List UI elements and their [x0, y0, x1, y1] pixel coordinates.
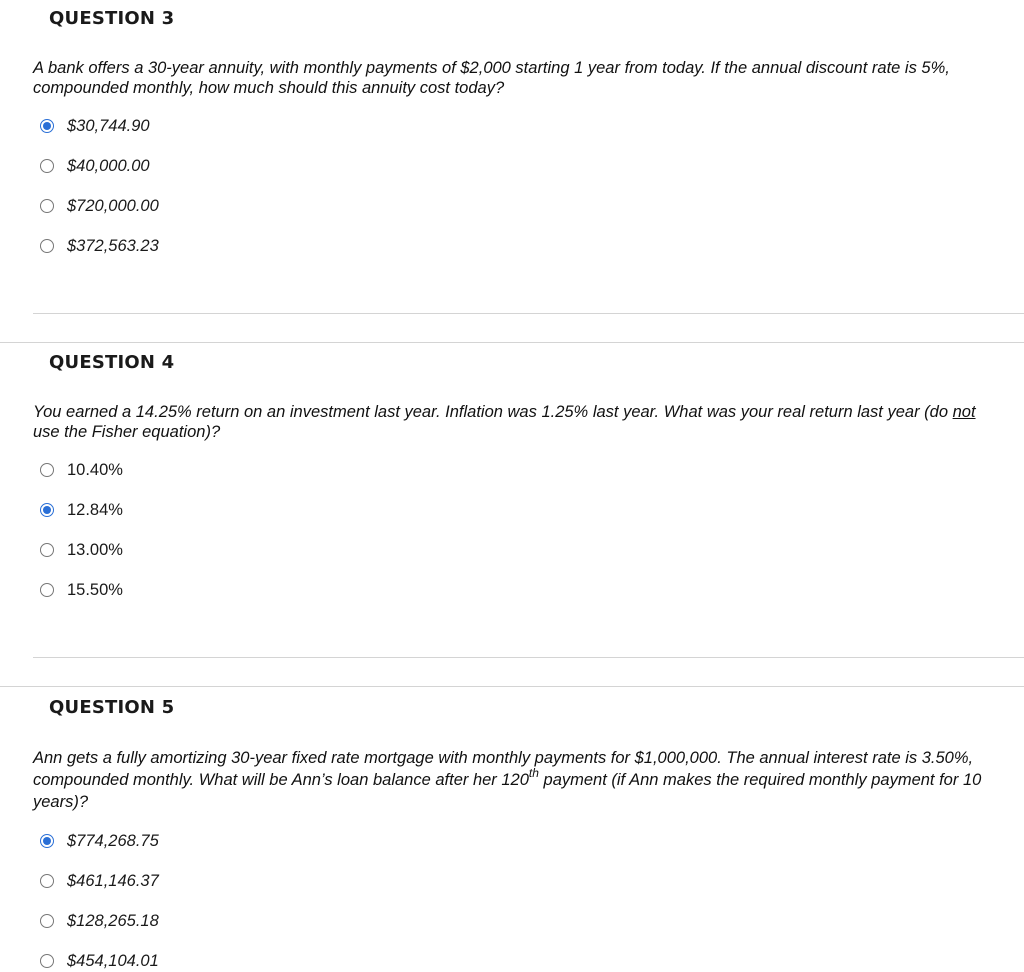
- answer-option[interactable]: [40, 155, 150, 177]
- question-text: [33, 402, 993, 442]
- radio-button[interactable]: [40, 159, 54, 173]
- answer-option[interactable]: [40, 459, 123, 481]
- question-text-part: You earned a 14.25% return on an investment last year. Inflation was 1.25% last year. What was your real return last year (do: [33, 403, 953, 421]
- answer-option[interactable]: [40, 579, 123, 601]
- question-text-part: A bank offers a 30-year annuity, with monthly payments of $2,000 starting 1 year from today. If the annual discount rate is 5%, compounded monthly, how much should this annuity cost today?: [33, 59, 950, 97]
- answer-option[interactable]: [40, 195, 159, 217]
- answer-label: $454,104.01: [67, 951, 159, 970]
- question-title: QUESTION 4: [49, 352, 175, 373]
- radio-button-selected[interactable]: [40, 119, 54, 133]
- radio-button[interactable]: [40, 914, 54, 928]
- answer-label: $30,744.90: [67, 116, 150, 135]
- radio-button[interactable]: [40, 954, 54, 968]
- radio-button-selected[interactable]: [40, 834, 54, 848]
- question-text-part: use the Fisher equation)?: [33, 423, 221, 441]
- radio-button-selected[interactable]: [40, 503, 54, 517]
- answer-option[interactable]: [40, 830, 159, 852]
- answer-option[interactable]: [40, 499, 123, 521]
- answer-label: 10.40%: [67, 460, 123, 479]
- answer-label: $40,000.00: [67, 156, 150, 175]
- question-text: [33, 58, 993, 98]
- answer-label: 13.00%: [67, 540, 123, 559]
- question-text-superscript: th: [528, 765, 539, 780]
- answer-option[interactable]: [40, 910, 159, 932]
- divider: [0, 686, 1024, 687]
- radio-button[interactable]: [40, 543, 54, 557]
- divider: [33, 657, 1024, 658]
- answer-option[interactable]: [40, 115, 150, 137]
- radio-button[interactable]: [40, 874, 54, 888]
- radio-dot-icon: [43, 837, 51, 845]
- divider: [0, 342, 1024, 343]
- radio-button[interactable]: [40, 199, 54, 213]
- question-text: [33, 747, 993, 813]
- question-text-emphasis: not: [952, 403, 976, 421]
- answer-label: $128,265.18: [67, 911, 159, 930]
- answer-option[interactable]: [40, 539, 123, 561]
- answer-option[interactable]: [40, 950, 159, 972]
- answer-label: $372,563.23: [67, 236, 159, 255]
- answer-label: $720,000.00: [67, 196, 159, 215]
- answer-label: 12.84%: [67, 500, 123, 519]
- radio-button[interactable]: [40, 583, 54, 597]
- radio-button[interactable]: [40, 239, 54, 253]
- question-title: QUESTION 3: [49, 8, 175, 29]
- question-text-part: Ann gets a fully amortizing 30-year fixed rate mortgage with monthly payments for $1,000,000. The annual interest rate is 3.50%, compounded monthly. What will be Ann’s loan balance after her 120: [33, 749, 974, 789]
- question-text-part: payment (if Ann makes the required monthly payment for 10 years)?: [33, 771, 982, 811]
- radio-dot-icon: [43, 506, 51, 514]
- radio-dot-icon: [43, 122, 51, 130]
- answer-option[interactable]: [40, 870, 159, 892]
- question-title: QUESTION 5: [49, 697, 175, 718]
- answer-label: $461,146.37: [67, 871, 159, 890]
- divider: [33, 313, 1024, 314]
- answer-label: 15.50%: [67, 580, 123, 599]
- radio-button[interactable]: [40, 463, 54, 477]
- answer-label: $774,268.75: [67, 831, 159, 850]
- answer-option[interactable]: [40, 235, 159, 257]
